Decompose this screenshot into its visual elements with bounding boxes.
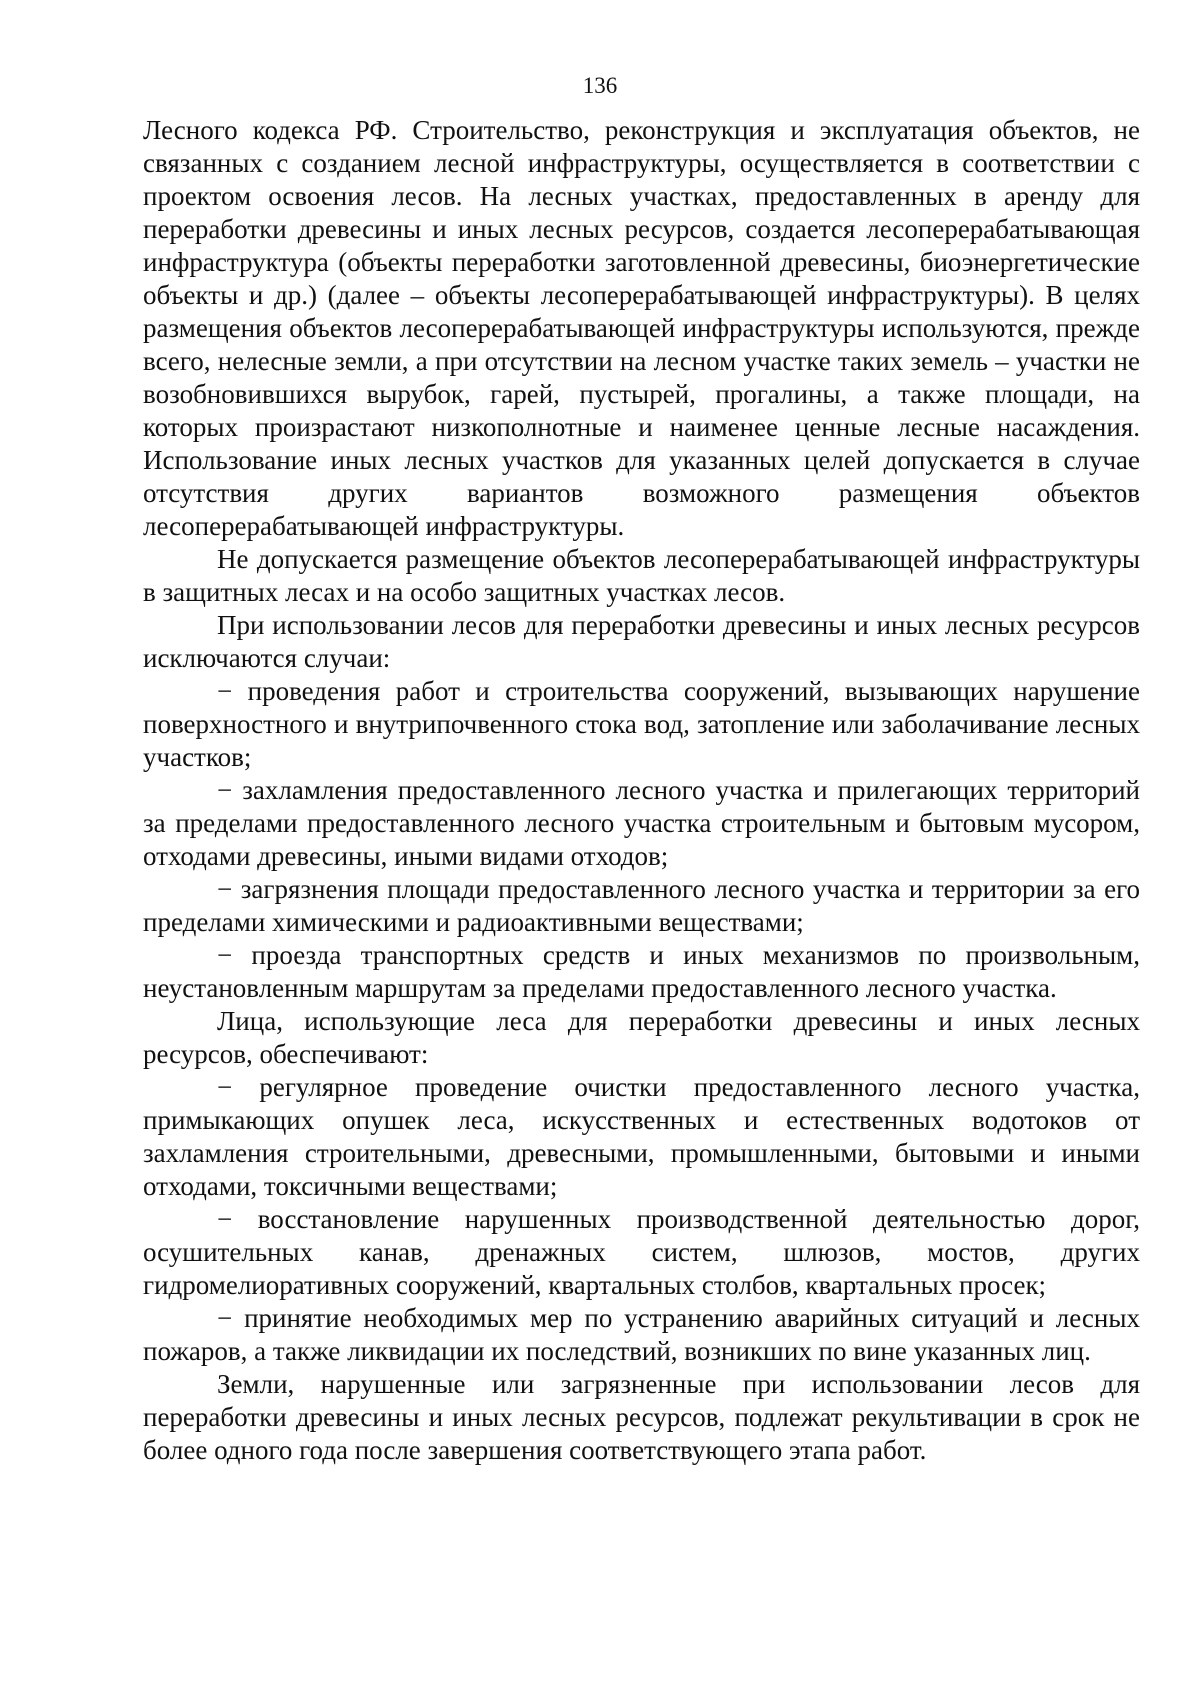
list-item-contamination: − загрязнения площади предоставленного лесного участка и территории за его пределами химическими и радиоактивными веществами; xyxy=(143,874,1140,937)
paragraph-land-recultivation: Земли, нарушенные или загрязненные при использовании лесов для переработки древесины и иных лесных ресурсов, подлежат рекультивации в срок не более одного года после завершения соответствующего этапа работ. xyxy=(143,1369,1140,1465)
page-number: 136 xyxy=(582,73,618,98)
list-item-littering: − захламления предоставленного лесного участка и прилегающих территорий за пределами предоставленного лесного участка строительным и бытовым мусором, отходами древесины, иными видами отходов; xyxy=(143,775,1140,871)
list-item-restoration: − восстановление нарушенных производственной деятельностью дорог, осушительных канав, дренажных систем, шлюзов, мостов, других гидромелиоративных сооружений, квартальных столбов, квартальных просек; xyxy=(143,1204,1140,1300)
list-item-regular-cleaning: − регулярное проведение очистки предоставленного лесного участка, примыкающих опушек леса, искусственных и естественных водотоков от захламления строительными, древесными, промышленными, бытовыми и иными отходами, токсичными веществами; xyxy=(143,1072,1140,1201)
list-item-drainage-disruption: − проведения работ и строительства сооружений, вызывающих нарушение поверхностного и внутрипочвенного стока вод, затопление или заболачивание лесных участков; xyxy=(143,676,1140,772)
paragraph-forest-code-infrastructure: Лесного кодекса РФ. Строительство, реконструкция и эксплуатация объектов, не связанных с созданием лесной инфраструктуры, осуществляется в соответствии с проектом освоения лесов. На лесных участках, предоставленных в аренду для переработки древесины и иных лесных ресурсов, создается лесоперерабатывающая инфраструктура (объекты переработки заготовленной древесины, биоэнергетические объекты и др.) (далее – объекты лесоперерабатывающей инфраструктуры). В целях размещения объектов лесоперерабатывающей инфраструктуры используются, прежде всего, нелесные земли, а при отсутствии на лесном участке таких земель – участки не возобновившихся вырубок, гарей, пустырей, прогалины, а также площади, на которых произрастают низкополнотные и наименее ценные лесные насаждения. Использование иных лесных участков для указанных целей допускается в случае отсутствия других вариантов возможного размещения объектов лесоперерабатывающей инфраструктуры. xyxy=(143,115,1140,541)
paragraph-excluded-cases-intro: При использовании лесов для переработки древесины и иных лесных ресурсов исключаются случаи: xyxy=(143,610,1140,673)
paragraph-placement-prohibited: Не допускается размещение объектов лесоперерабатывающей инфраструктуры в защитных лесах и на особо защитных участках лесов. xyxy=(143,544,1140,607)
list-item-emergency-measures: − принятие необходимых мер по устранению аварийных ситуаций и лесных пожаров, а также ликвидации их последствий, возникших по вине указанных лиц. xyxy=(143,1303,1140,1366)
document-body xyxy=(143,114,1140,1467)
list-item-vehicle-passage: − проезда транспортных средств и иных механизмов по произвольным, неустановленным маршрутам за пределами предоставленного лесного участка. xyxy=(143,940,1140,1003)
paragraph-obligations-intro: Лица, использующие леса для переработки древесины и иных лесных ресурсов, обеспечивают: xyxy=(143,1006,1140,1069)
